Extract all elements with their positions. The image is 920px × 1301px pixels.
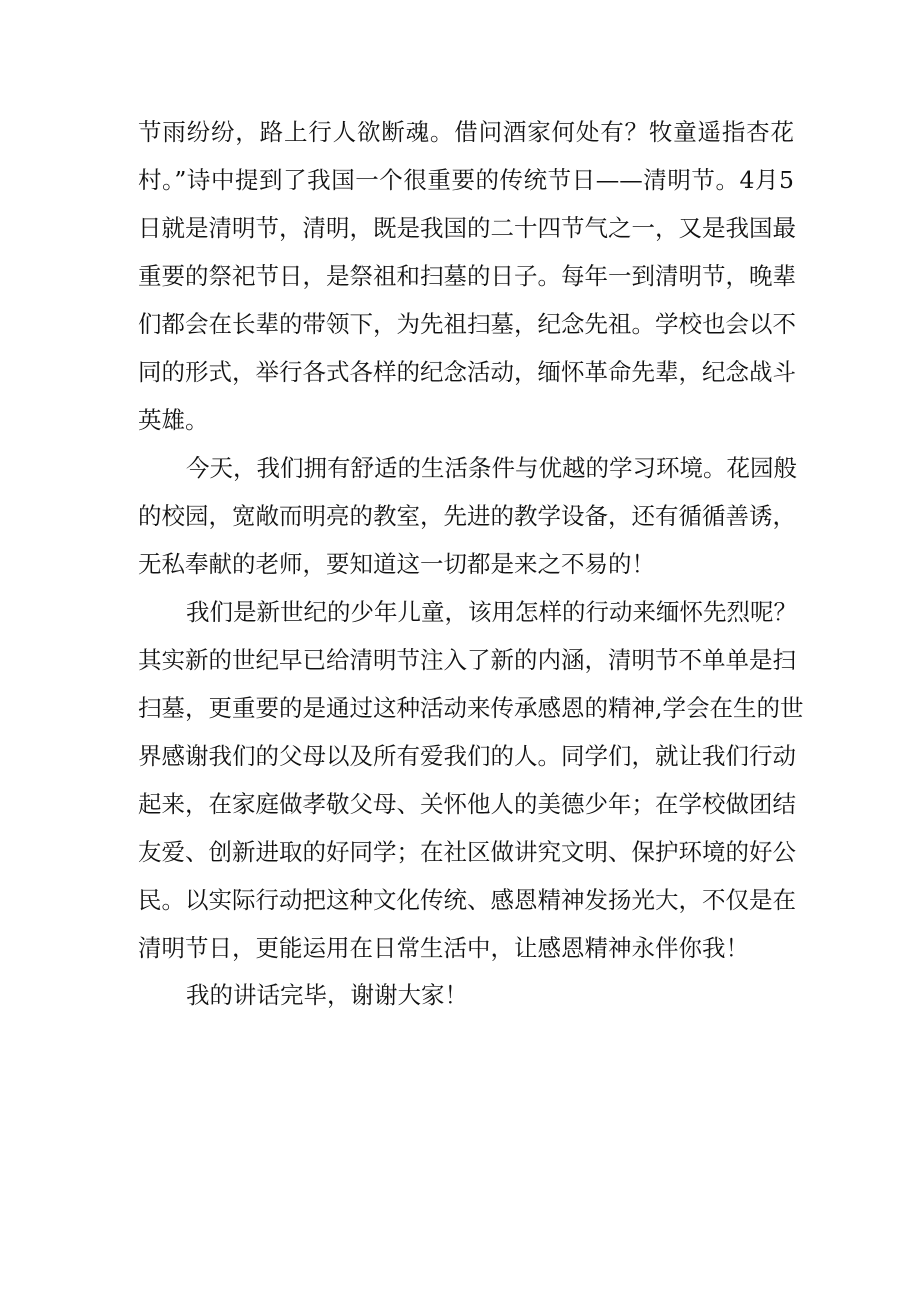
text-line: 清明节日，更能运用在日常生活中，让感恩精神永伴你我！ [138, 934, 749, 962]
text-line: 友爱、创新进取的好同学；在社区做讲究文明、保护环境的好公 [138, 838, 796, 866]
text-line: 今天，我们拥有舒适的生活条件与优越的学习环境。花园般 [186, 454, 797, 482]
text-line: 其实新的世纪早已给清明节注入了新的内涵，清明节不单单是扫 [138, 646, 796, 674]
text-line: 无私奉献的老师，要知道这一切都是来之不易的！ [138, 550, 655, 578]
text-line: 扫墓，更重要的是通过这种活动来传承感恩的精神,学会在生的世 [138, 694, 804, 722]
text-line: 界感谢我们的父母以及所有爱我们的人。同学们，就让我们行动 [138, 742, 796, 770]
text-line: 村。”诗中提到了我国一个很重要的传统节日——清明节。4月5 [138, 166, 794, 194]
paragraph [138, 444, 797, 588]
text-line: 的校园，宽敞而明亮的教室，先进的教学设备，还有循循善诱， [138, 502, 796, 530]
text-line: 起来，在家庭做孝敬父母、关怀他人的美德少年；在学校做团结 [138, 790, 796, 818]
text-line: 节雨纷纷，路上行人欲断魂。借问酒家何处有？牧童遥指杏花 [138, 118, 794, 146]
paragraph [138, 588, 804, 972]
paragraph [138, 972, 794, 1018]
text-line: 我的讲话完毕，谢谢大家！ [186, 981, 468, 1009]
speech-text [138, 108, 804, 1018]
text-line: 民。以实际行动把这种文化传统、感恩精神发扬光大，不仅是在 [138, 886, 796, 914]
text-line: 我们是新世纪的少年儿童，该用怎样的行动来缅怀先烈呢？ [186, 598, 797, 626]
text-line: 同的形式，举行各式各样的纪念活动，缅怀革命先辈，纪念战斗 [138, 358, 796, 386]
text-line: 重要的祭祀节日，是祭祖和扫墓的日子。每年一到清明节，晚辈 [138, 262, 796, 290]
text-line: 英雄。 [138, 406, 209, 434]
paragraph [138, 108, 794, 444]
text-line: 们都会在长辈的带领下，为先祖扫墓，纪念先祖。学校也会以不 [138, 310, 796, 338]
text-line: 日就是清明节，清明，既是我国的二十四节气之一，又是我国最 [138, 214, 796, 242]
